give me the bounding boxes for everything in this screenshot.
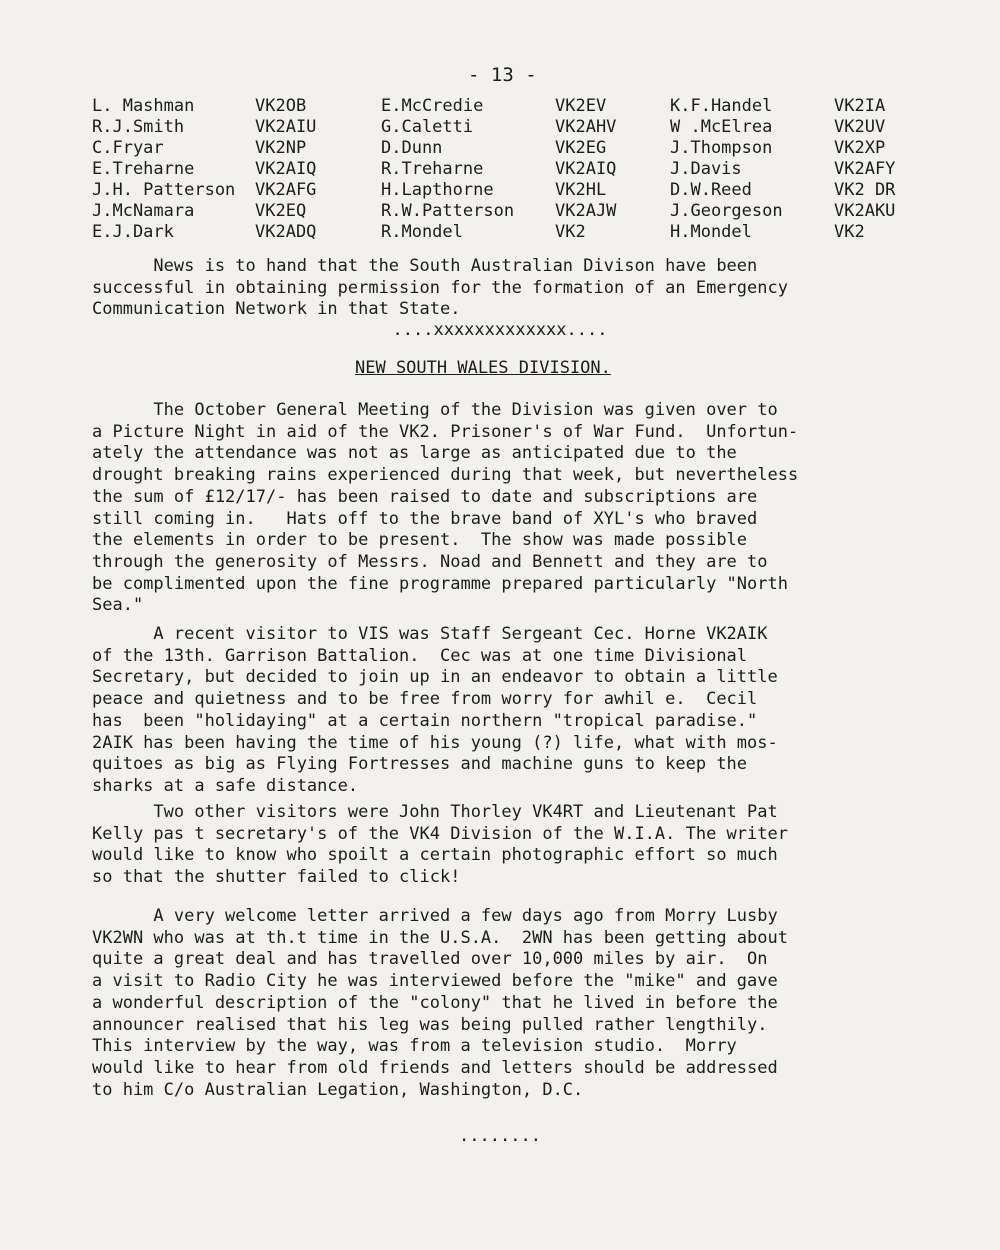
call-sign: VK2HL [555,180,607,200]
call-sign: VK2IA [834,96,886,116]
text-line: VK2WN who was at th.t time in the U.S.A. 2WN has been getting about [92,927,788,948]
call-sign: VK2EG [555,138,607,158]
text-line: quite a great deal and has travelled over 10,000 miles by air. On [92,949,768,970]
text-line: a visit to Radio City he was interviewed before the "mike" and gave [92,971,778,992]
paragraph-other-visitors [92,802,962,889]
member-name: H.Mondel [670,222,752,242]
text-line: through the generosity of Messrs. Noad and Bennett and they are to [92,551,768,572]
member-name: E.J.Dark [92,222,174,242]
call-sign: VK2AKU [834,201,896,221]
member-name: E.Treharne [92,159,195,179]
text-line: still coming in. Hats off to the brave band of XYL's who braved [92,508,758,529]
roster-row [0,201,1000,223]
roster-row [0,96,1000,118]
text-line: the sum of £12/17/- has been raised to date and subscriptions are [92,486,758,507]
paragraph-picture-night [92,400,962,617]
member-name: G.Caletti [381,117,474,137]
member-name: D.W.Reed [670,180,752,200]
text-line: drought breaking rains experienced during that week, but nevertheless [92,465,799,486]
member-name: K.F.Handel [670,96,773,116]
member-name: R.Treharne [381,159,484,179]
text-line: be complimented upon the fine programme prepared particularly "North [92,573,788,594]
member-name: R.W.Patterson [381,201,515,221]
text-line: a Picture Night in aid of the VK2. Prisoner's of War Fund. Unfortun- [92,421,799,442]
text-line: of the 13th. Garrison Battalion. Cec was at one time Divisional [92,645,748,666]
member-name: W .McElrea [670,117,773,137]
text-line: has been "holidaying" at a certain northern "tropical paradise." [92,710,758,731]
text-line: A very welcome letter arrived a few days ago from Morry Lusby [92,906,778,926]
text-line: This interview by the way, was from a television studio. Morry [92,1036,737,1057]
text-line: peace and quietness and to be free from worry for awhil e. Cecil [92,689,758,710]
call-sign: VK2AFG [255,180,317,200]
text-line: would like to know who spoilt a certain photographic effort so much [92,845,778,866]
text-line: The October General Meeting of the Division was given over to [92,400,778,420]
text-line: would like to hear from old friends and letters should be addressed [92,1057,778,1078]
roster-row [0,138,1000,160]
call-sign: VK2NP [255,138,307,158]
text-line: to him C/o Australian Legation, Washington, D.C. [92,1079,584,1100]
text-line: News is to hand that the South Australian Divison have been [92,256,758,276]
call-sign: VK2AHV [555,117,617,137]
section-heading: NEW SOUTH WALES DIVISION. [355,358,611,378]
roster-row [0,180,1000,202]
text-line: a wonderful description of the "colony" that he lived in before the [92,992,778,1013]
call-sign: VK2EV [555,96,607,116]
roster-row [0,117,1000,139]
separator-line: ....xxxxxxxxxxxxx.... [392,320,608,340]
member-name: D.Dunn [381,138,443,158]
call-sign: VK2 [834,222,865,242]
text-line: ately the attendance was not as large as anticipated due to the [92,443,737,464]
member-name: J.Georgeson [670,201,783,221]
member-name: E.McCredie [381,96,484,116]
text-line: sharks at a safe distance. [92,775,359,796]
text-line: announcer realised that his leg was being pulled rather lengthily. [92,1014,768,1035]
news-paragraph [92,256,962,321]
member-name: L. Mashman [92,96,195,116]
member-name: R.Mondel [381,222,463,242]
paragraph-visitor-horne [92,624,962,798]
member-name: J.McNamara [92,201,195,221]
text-line: Sea." [92,595,144,616]
text-line: 2AIK has been having the time of his young (?) life, what with mos- [92,732,778,753]
call-sign: VK2UV [834,117,886,137]
text-line: Two other visitors were John Thorley VK4RT and Lieutenant Pat [92,802,778,822]
member-name: C.Fryar [92,138,164,158]
call-sign: VK2AIQ [255,159,317,179]
call-sign: VK2OB [255,96,307,116]
call-sign: VK2AIU [255,117,317,137]
call-sign: VK2 DR [834,180,896,200]
text-line: successful in obtaining permission for the formation of an Emergency [92,277,788,298]
call-sign: VK2AIQ [555,159,617,179]
text-line: Secretary, but decided to join up in an endeavor to obtain a little [92,667,778,688]
separator-dots: ........ [459,1126,541,1146]
member-name: R.J.Smith [92,117,185,137]
call-sign: VK2XP [834,138,886,158]
call-sign: VK2 [555,222,586,242]
member-name: H.Lapthorne [381,180,494,200]
member-name: J.Davis [670,159,742,179]
text-line: quitoes as big as Flying Fortresses and machine guns to keep the [92,754,748,775]
text-line: Communication Network in that State. [92,299,461,320]
text-line: so that the shutter failed to click! [92,867,461,888]
roster-row [0,159,1000,181]
call-sign: VK2EQ [255,201,307,221]
member-name: J.Thompson [670,138,773,158]
call-sign: VK2AFY [834,159,896,179]
member-name: J.H. Patterson [92,180,236,200]
text-line: the elements in order to be present. The show was made possible [92,530,748,551]
paragraph-morry-lusby [92,906,962,1101]
call-sign: VK2AJW [555,201,617,221]
text-line: A recent visitor to VIS was Staff Sergeant Cec. Horne VK2AIK [92,624,768,644]
text-line: Kelly pas t secretary's of the VK4 Division of the W.I.A. The writer [92,823,788,844]
roster-row [0,222,1000,244]
call-sign: VK2ADQ [255,222,317,242]
page-number: - 13 - [468,64,537,86]
